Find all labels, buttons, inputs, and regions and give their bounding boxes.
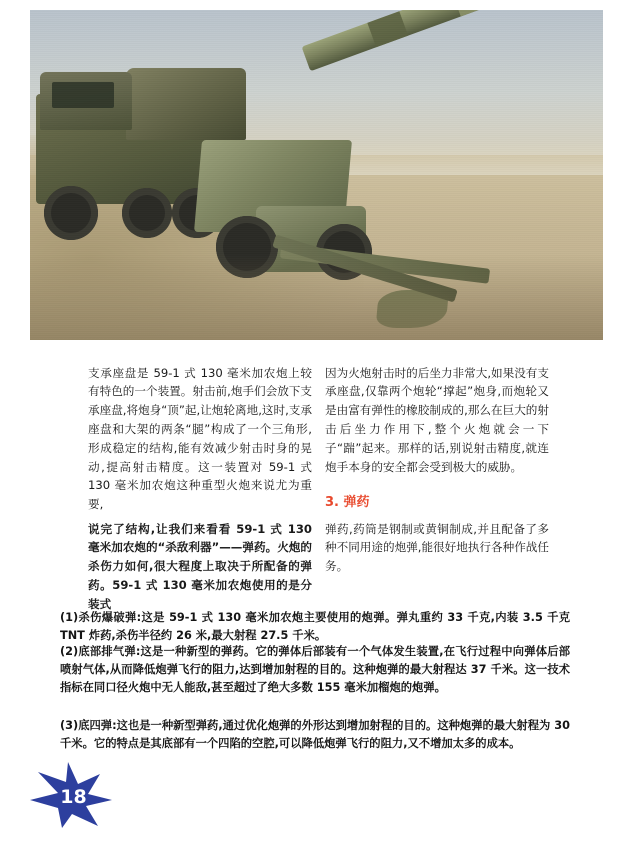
page-number: 18: [60, 785, 87, 808]
truck-wheel: [122, 188, 172, 238]
truck-wheel: [44, 186, 98, 240]
list-item: (2)底部排气弹:这是一种新型的弹药。它的弹体后部装有一个气体发生装置,在飞行过程中向弹体后部喷射气体,从而降低炮弹飞行的阻力,达到增加射程的目的。这种炮弹的最大射程达 37 千米。这一技术指标在同口径火炮中无人能敌,甚至超过了绝大多数 155 毫米加榴炮的炮弹。: [60, 645, 570, 695]
section-heading: 3. 弹药: [325, 494, 370, 510]
paragraph-right-one: 因为火炮射击时的后坐力非常大,如果没有支承座盘,仅靠两个炮轮“撑起”炮身,而炮轮又是由富有弹性的橡胶制成的,那么在巨大的射击后坐力作用下,整个火炮就会一下子“踹”起来。那样的话,别说射击精度,就连炮手本身的安全都会受到极大的威胁。: [325, 365, 549, 474]
paragraph-left-two: 说完了结构,让我们来看看 59-1 式 130 毫米加农炮的“杀敌利器”——弹药。火炮的杀伤力如何,很大程度上取决于所配备的弹药。59-1 式 130 毫米加农炮使用的是分装式: [88, 521, 312, 611]
paragraph-left-one: 支承座盘是 59-1 式 130 毫米加农炮上较有特色的一个装置。射击前,炮手们会放下支承座盘,将炮身“顶”起,让炮轮离地,这时,支承座盘和大架的两条“腿”构成了一个三角形,形成稳定的结构,能有效减少射击时身的晃动,提高射击精度。这一装置对 59-1 式 130 毫米加农炮这种重型火炮来说尤为重要,: [88, 365, 312, 512]
artillery-photo: [30, 10, 603, 340]
list-item: (3)底四弹:这也是一种新型弹药,通过优化炮弹的外形达到增加射程的目的。这种炮弹的最大射程为 30 千米。它的特点是其底部有一个四陷的空腔,可以降低炮弹飞行的阻力,又不增加太多的成本。: [60, 719, 570, 751]
page-number-badge: [28, 760, 114, 830]
truck-canopy: [126, 68, 246, 140]
truck-window: [52, 82, 114, 108]
list-item: (1)杀伤爆破弹:这是 59-1 式 130 毫米加农炮主要使用的炮弹。弹丸重约 33 千克,内装 3.5 千克 TNT 炸药,杀伤半径约 26 米,最大射程 27.5 千米。: [60, 611, 570, 643]
paragraph-right-two: 弹药,药筒是钢制或黄铜制成,并且配备了多种不同用途的炮弹,能很好地执行各种作战任务。: [325, 521, 549, 574]
photo-foreground-shadow: [30, 254, 603, 340]
